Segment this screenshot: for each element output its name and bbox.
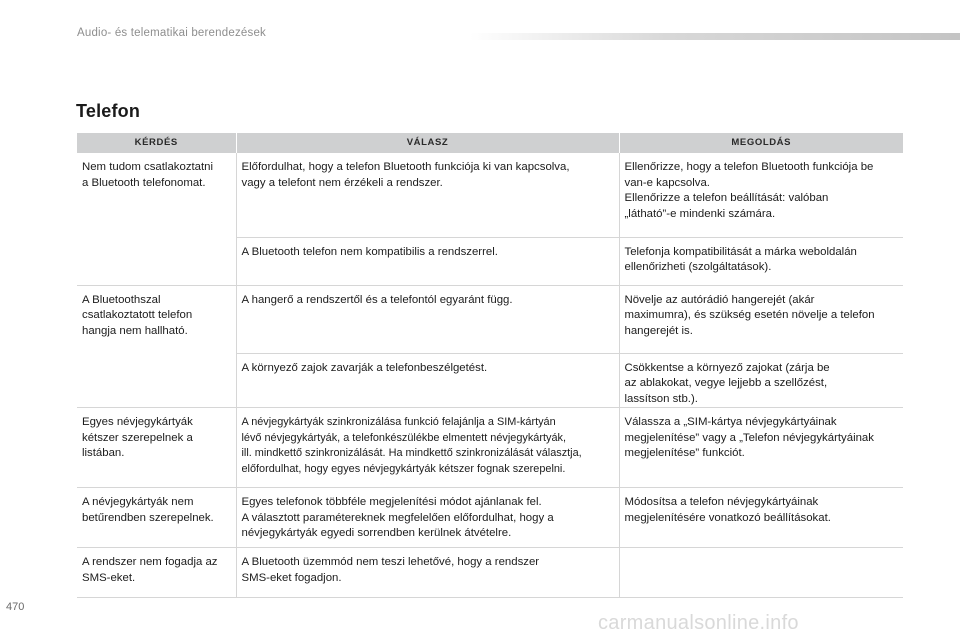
faq-table — [77, 133, 903, 598]
solution-cell-line: Csökkentse a környező zajokat (zárja be — [624, 361, 830, 374]
question-cell-line: csatlakoztatott telefon — [82, 309, 193, 321]
solution-cell-line: megjelenítése” funkciót. — [624, 447, 745, 459]
answer-cell-line: A környező zajok zavarják a telefonbeszélgetést. — [241, 361, 488, 374]
answer-cell-line: Előfordulhat, hogy a telefon Bluetooth funkciója ki van kapcsolva, — [241, 161, 570, 173]
solution-cell-line: Ellenőrizze, hogy a telefon Bluetooth funkciója be — [624, 161, 874, 173]
solution-cell — [619, 488, 903, 548]
section-header: Audio- és telematikai berendezések — [77, 27, 266, 39]
answer-cell-line: előfordulhat, hogy egyes névjegykártyák kétszer fognak szerepelni. — [241, 462, 566, 475]
page-title: Telefon — [76, 101, 141, 121]
question-cell — [77, 285, 236, 408]
column-header-solution: MEGOLDÁS — [619, 133, 903, 153]
solution-cell-line: hangerejét is. — [624, 324, 693, 337]
column-header-answer: VÁLASZ — [236, 133, 619, 153]
solution-cell-line: van-e kapcsolva. — [624, 176, 710, 189]
answer-cell-line: A hangerő a rendszertől és a telefontól egyaránt függ. — [241, 293, 513, 306]
solution-cell — [619, 353, 903, 408]
answer-cell-line: lévő névjegykártyák, a telefonkészülékbe elmentett névjegykártyák, — [241, 431, 566, 444]
header-rule — [470, 33, 960, 40]
table-row — [77, 285, 903, 353]
solution-cell — [619, 237, 903, 285]
answer-cell-line: vagy a telefont nem érzékeli a rendszer. — [241, 176, 443, 189]
answer-cell — [236, 353, 619, 408]
solution-cell-line: Módosítsa a telefon névjegykártyáinak — [624, 496, 819, 508]
question-cell-line: listában. — [82, 447, 125, 459]
question-cell — [77, 153, 236, 285]
question-cell — [77, 408, 236, 488]
column-header-question: KÉRDÉS — [77, 133, 236, 153]
solution-cell-line: Növelje az autórádió hangerejét (akár — [624, 293, 815, 306]
solution-cell-line: megjelenítése” vagy a „Telefon névjegykártyáinak — [624, 431, 874, 444]
solution-cell — [619, 408, 903, 488]
answer-cell-line: A választott paramétereknek megfelelően előfordulhat, hogy a — [241, 511, 554, 524]
question-cell — [77, 548, 236, 598]
answer-cell — [236, 237, 619, 285]
answer-cell-line: A Bluetooth telefon nem kompatibilis a rendszerrel. — [241, 245, 498, 258]
answer-cell — [236, 488, 619, 548]
solution-cell-line: maximumra), és szükség esetén növelje a telefon — [624, 309, 875, 321]
solution-cell-line: Ellenőrizze a telefon beállítását: valóban — [624, 192, 829, 204]
solution-cell-line: lassítson stb.). — [624, 392, 698, 405]
solution-cell-line: „látható”-e mindenki számára. — [624, 207, 776, 220]
question-cell-line: A rendszer nem fogadja az — [82, 556, 218, 568]
solution-cell-line: Telefonja kompatibilitását a márka weboldalán — [624, 245, 857, 258]
table-header-row — [77, 133, 903, 153]
solution-cell-line: ellenőrizheti (szolgáltatások). — [624, 261, 772, 273]
answer-cell-line: Egyes telefonok többféle megjelenítési módot ajánlanak fel. — [241, 496, 542, 508]
question-cell — [77, 488, 236, 548]
question-cell-line: A Bluetoothszal — [82, 293, 161, 306]
answer-cell — [236, 285, 619, 353]
solution-cell-line: megjelenítésére vonatkozó beállításokat. — [624, 511, 831, 524]
table-row — [77, 408, 903, 488]
question-cell-line: SMS-eket. — [82, 571, 136, 584]
answer-cell-line: ill. mindkettő szinkronizálását. Ha mindkettő szinkronizálását választja, — [241, 447, 582, 459]
watermark: carmanualsonline.info — [598, 612, 799, 634]
question-cell-line: hangja nem hallható. — [82, 324, 188, 337]
solution-cell-line: Válassza a „SIM-kártya névjegykártyáinak — [624, 416, 837, 428]
solution-cell — [619, 153, 903, 237]
question-cell-line: Nem tudom csatlakoztatni — [82, 161, 214, 173]
question-cell-line: Egyes névjegykártyák — [82, 416, 193, 428]
table-body — [77, 153, 903, 598]
question-cell-line: betűrendben szerepelnek. — [82, 511, 214, 524]
table-row — [77, 548, 903, 598]
solution-cell — [619, 285, 903, 353]
page-number: 470 — [6, 601, 25, 613]
answer-cell — [236, 408, 619, 488]
answer-cell — [236, 153, 619, 237]
solution-cell-line: az ablakokat, vegye lejjebb a szellőzést, — [624, 377, 828, 389]
question-cell-line: A névjegykártyák nem — [82, 496, 194, 508]
answer-cell-line: névjegykártyák egyedi sorrendben kerülnek átvételre. — [241, 527, 512, 539]
solution-cell — [619, 548, 903, 598]
question-cell-line: kétszer szerepelnek a — [82, 431, 193, 444]
answer-cell — [236, 548, 619, 598]
table-row — [77, 488, 903, 548]
table-row — [77, 153, 903, 237]
question-cell-line: a Bluetooth telefonomat. — [82, 176, 206, 189]
answer-cell-line: SMS-eket fogadjon. — [241, 571, 342, 584]
answer-cell-line: A névjegykártyák szinkronizálása funkció felajánlja a SIM-kártyán — [241, 416, 556, 428]
answer-cell-line: A Bluetooth üzemmód nem teszi lehetővé, hogy a rendszer — [241, 556, 540, 568]
